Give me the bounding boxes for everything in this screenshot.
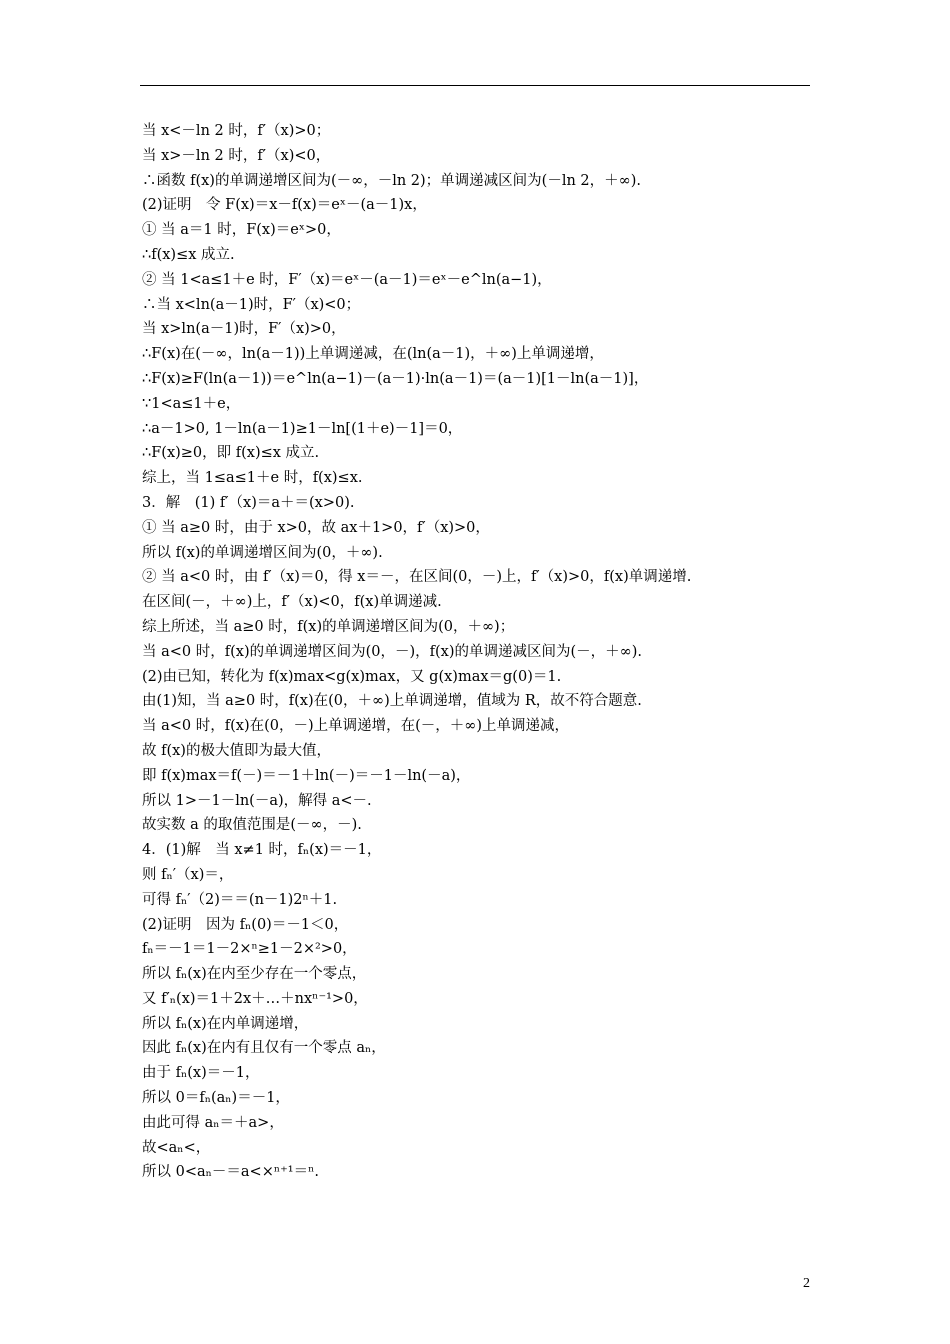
text-line: 由(1)知，当 a≥0 时，f(x)在(0，＋∞)上单调递增，值域为 R，故不符合题意. — [142, 693, 642, 710]
text-line: ① 当 a≥0 时，由于 x>0，故 ax＋1>0，f′（x)>0， — [142, 519, 490, 536]
text-line: 所以 f(x)的单调递增区间为(0，＋∞). — [142, 544, 383, 561]
text-line: (2)证明 令 F(x)＝x－f(x)＝eˣ－(a－1)x， — [142, 197, 427, 214]
text-line: 所以 fₙ(x)在内单调递增， — [142, 1015, 309, 1032]
text-line: ∵1<a≤1＋e， — [142, 395, 241, 412]
text-line: ∴f(x)≤x 成立. — [142, 246, 235, 263]
text-line: ∴当 x<ln(a－1)时，F′（x)<0； — [142, 296, 361, 313]
page-number: 2 — [803, 1276, 810, 1291]
text-line: 所以 0＝fₙ(aₙ)＝－1， — [142, 1090, 290, 1107]
text-line: 故<aₙ<， — [142, 1139, 211, 1156]
text-line: 因此 fₙ(x)在内有且仅有一个零点 aₙ， — [142, 1040, 386, 1057]
text-line: 可得 fₙ′（2)＝＝(n－1)2ⁿ＋1. — [142, 891, 338, 908]
header-rule — [140, 85, 810, 86]
text-line: ∴函数 f(x)的单调递增区间为(－∞，－ln 2)；单调递减区间为(－ln 2，＋∞). — [142, 172, 641, 189]
text-line: ∴F(x)≥F(ln(a－1))＝e^ln(a−1)－(a－1)·ln(a－1)＝(a－1)[1－ln(a－1)]， — [142, 370, 649, 387]
text-line: 所以 fₙ(x)在内至少存在一个零点， — [142, 966, 367, 983]
text-line: 则 fₙ′（x)＝， — [142, 866, 234, 883]
text-line: 当 x>－ln 2 时，f′（x)<0， — [142, 147, 331, 164]
text-line: 当 x>ln(a－1)时，F′（x)>0， — [142, 321, 346, 338]
text-line: 4．(1)解 当 x≠1 时，fₙ(x)＝－1， — [142, 842, 382, 859]
text-line: (2)由已知，转化为 f(x)max<g(x)max，又 g(x)max＝g(0)＝1. — [142, 668, 562, 685]
text-line: 所以 0<aₙ－＝a<×ⁿ⁺¹＝ⁿ. — [142, 1164, 319, 1181]
text-line: ∴F(x)在(－∞，ln(a－1))上单调递减，在(ln(a－1)，＋∞)上单调递增， — [142, 346, 604, 363]
text-line: 由此可得 aₙ＝＋a>， — [142, 1114, 284, 1131]
text-line: 当 a<0 时，f(x)的单调递增区间为(0，－)，f(x)的单调递减区间为(－，＋∞). — [142, 643, 642, 660]
text-line: 当 x<－ln 2 时，f′（x)>0； — [142, 123, 331, 139]
text-line: (2)证明 因为 fₙ(0)＝－1＜0， — [142, 916, 349, 933]
text-line: ∴F(x)≥0，即 f(x)≤x 成立. — [142, 445, 320, 462]
text-line: ② 当 a<0 时，由 f′（x)＝0，得 x＝－，在区间(0，－)上，f′（x)>0，f(x)单调递增. — [142, 569, 692, 586]
text-line: 由于 fₙ(x)＝－1， — [142, 1065, 260, 1082]
text-line: ∴a－1>0, 1－ln(a－1)≥1－ln[(1＋e)－1]＝0， — [142, 420, 463, 437]
text-line: 所以 1>－1－ln(－a)，解得 a<－. — [142, 792, 372, 809]
text-line: 3．解 (1) f′（x)＝a＋＝(x>0). — [142, 494, 355, 511]
text-line: 综上所述，当 a≥0 时，f(x)的单调递增区间为(0，＋∞)； — [142, 618, 515, 635]
text-line: 当 a<0 时，f(x)在(0，－)上单调递增，在(－，＋∞)上单调递减， — [142, 718, 570, 735]
text-line: 即 f(x)max＝f(－)＝－1＋ln(－)＝－1－ln(－a)， — [142, 767, 471, 784]
text-line: 故实数 a 的取值范围是(－∞，－). — [142, 817, 362, 834]
text-line: ① 当 a＝1 时，F(x)＝eˣ>0， — [142, 222, 341, 239]
text-line: fₙ＝－1＝1－2×ⁿ≥1－2×²>0， — [142, 941, 357, 958]
text-line: 故 f(x)的极大值即为最大值， — [142, 742, 331, 759]
text-line: 综上，当 1≤a≤1＋e 时，f(x)≤x. — [142, 470, 363, 487]
text-line: 在区间(－，＋∞)上，f′（x)<0，f(x)单调递减. — [142, 594, 442, 611]
solution-text — [142, 119, 810, 1185]
text-line: 又 f′ₙ(x)＝1＋2x＋…＋nxⁿ⁻¹>0， — [142, 990, 368, 1007]
text-line: ② 当 1<a≤1＋e 时，F′（x)＝eˣ－(a－1)＝eˣ－e^ln(a−1)， — [142, 271, 552, 288]
